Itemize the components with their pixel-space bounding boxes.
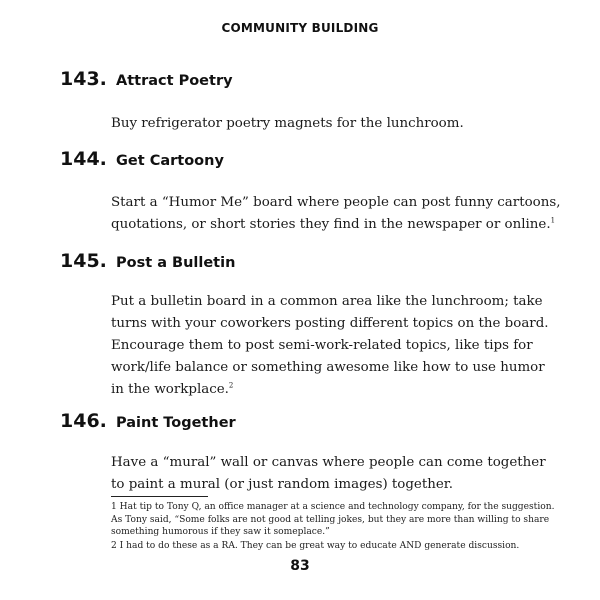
tip-heading-145 xyxy=(60,250,235,272)
tip-body-146: Have a “mural” wall or canvas where people can come together to paint a mural (or just random images) together. xyxy=(111,455,546,492)
tip-body-text: Start a “Humor Me” board where people can post funny cartoons, quotations, or short stories they find in the newspaper or online. xyxy=(111,195,561,232)
footnotes xyxy=(111,501,561,553)
footnote-2: 2 I had to do these as a RA. They can be great way to educate AND generate discussion. xyxy=(111,540,520,551)
tip-title: Post a Bulletin xyxy=(116,255,236,271)
footnote-ref: 2 xyxy=(228,381,234,390)
tip-title: Get Cartoony xyxy=(116,153,224,169)
page-number: 83 xyxy=(290,558,310,574)
running-head: COMMUNITY BUILDING xyxy=(221,21,379,35)
tip-body-145 xyxy=(111,291,561,401)
tip-number: 143. xyxy=(60,68,107,90)
tip-heading-143 xyxy=(60,68,233,90)
tip-heading-144 xyxy=(60,148,224,170)
tip-number: 145. xyxy=(60,250,107,272)
tip-title: Paint Together xyxy=(116,415,236,431)
footnote-ref: 1 xyxy=(550,216,556,225)
tip-title: Attract Poetry xyxy=(116,73,233,89)
footnote-divider xyxy=(111,496,208,497)
tip-number: 144. xyxy=(60,148,107,170)
tip-body-text: Put a bulletin board in a common area like the lunchroom; take turns with your coworkers posting different topics on the board. Encourage them to post semi-work-related topics, like tips for work/life balance or something awesome like how to use humor in the workplace. xyxy=(111,294,549,397)
tip-body-143: Buy refrigerator poetry magnets for the lunchroom. xyxy=(111,116,464,131)
tip-body-144 xyxy=(111,192,561,236)
footnote-1: 1 Hat tip to Tony Q, an office manager at a science and technology company, for the suggestion. As Tony said, “Some folks are not good at telling jokes, but they are more than willing to share something humorous if they saw it someplace.” xyxy=(111,502,555,537)
tip-number: 146. xyxy=(60,410,107,432)
tip-heading-146 xyxy=(60,410,236,432)
